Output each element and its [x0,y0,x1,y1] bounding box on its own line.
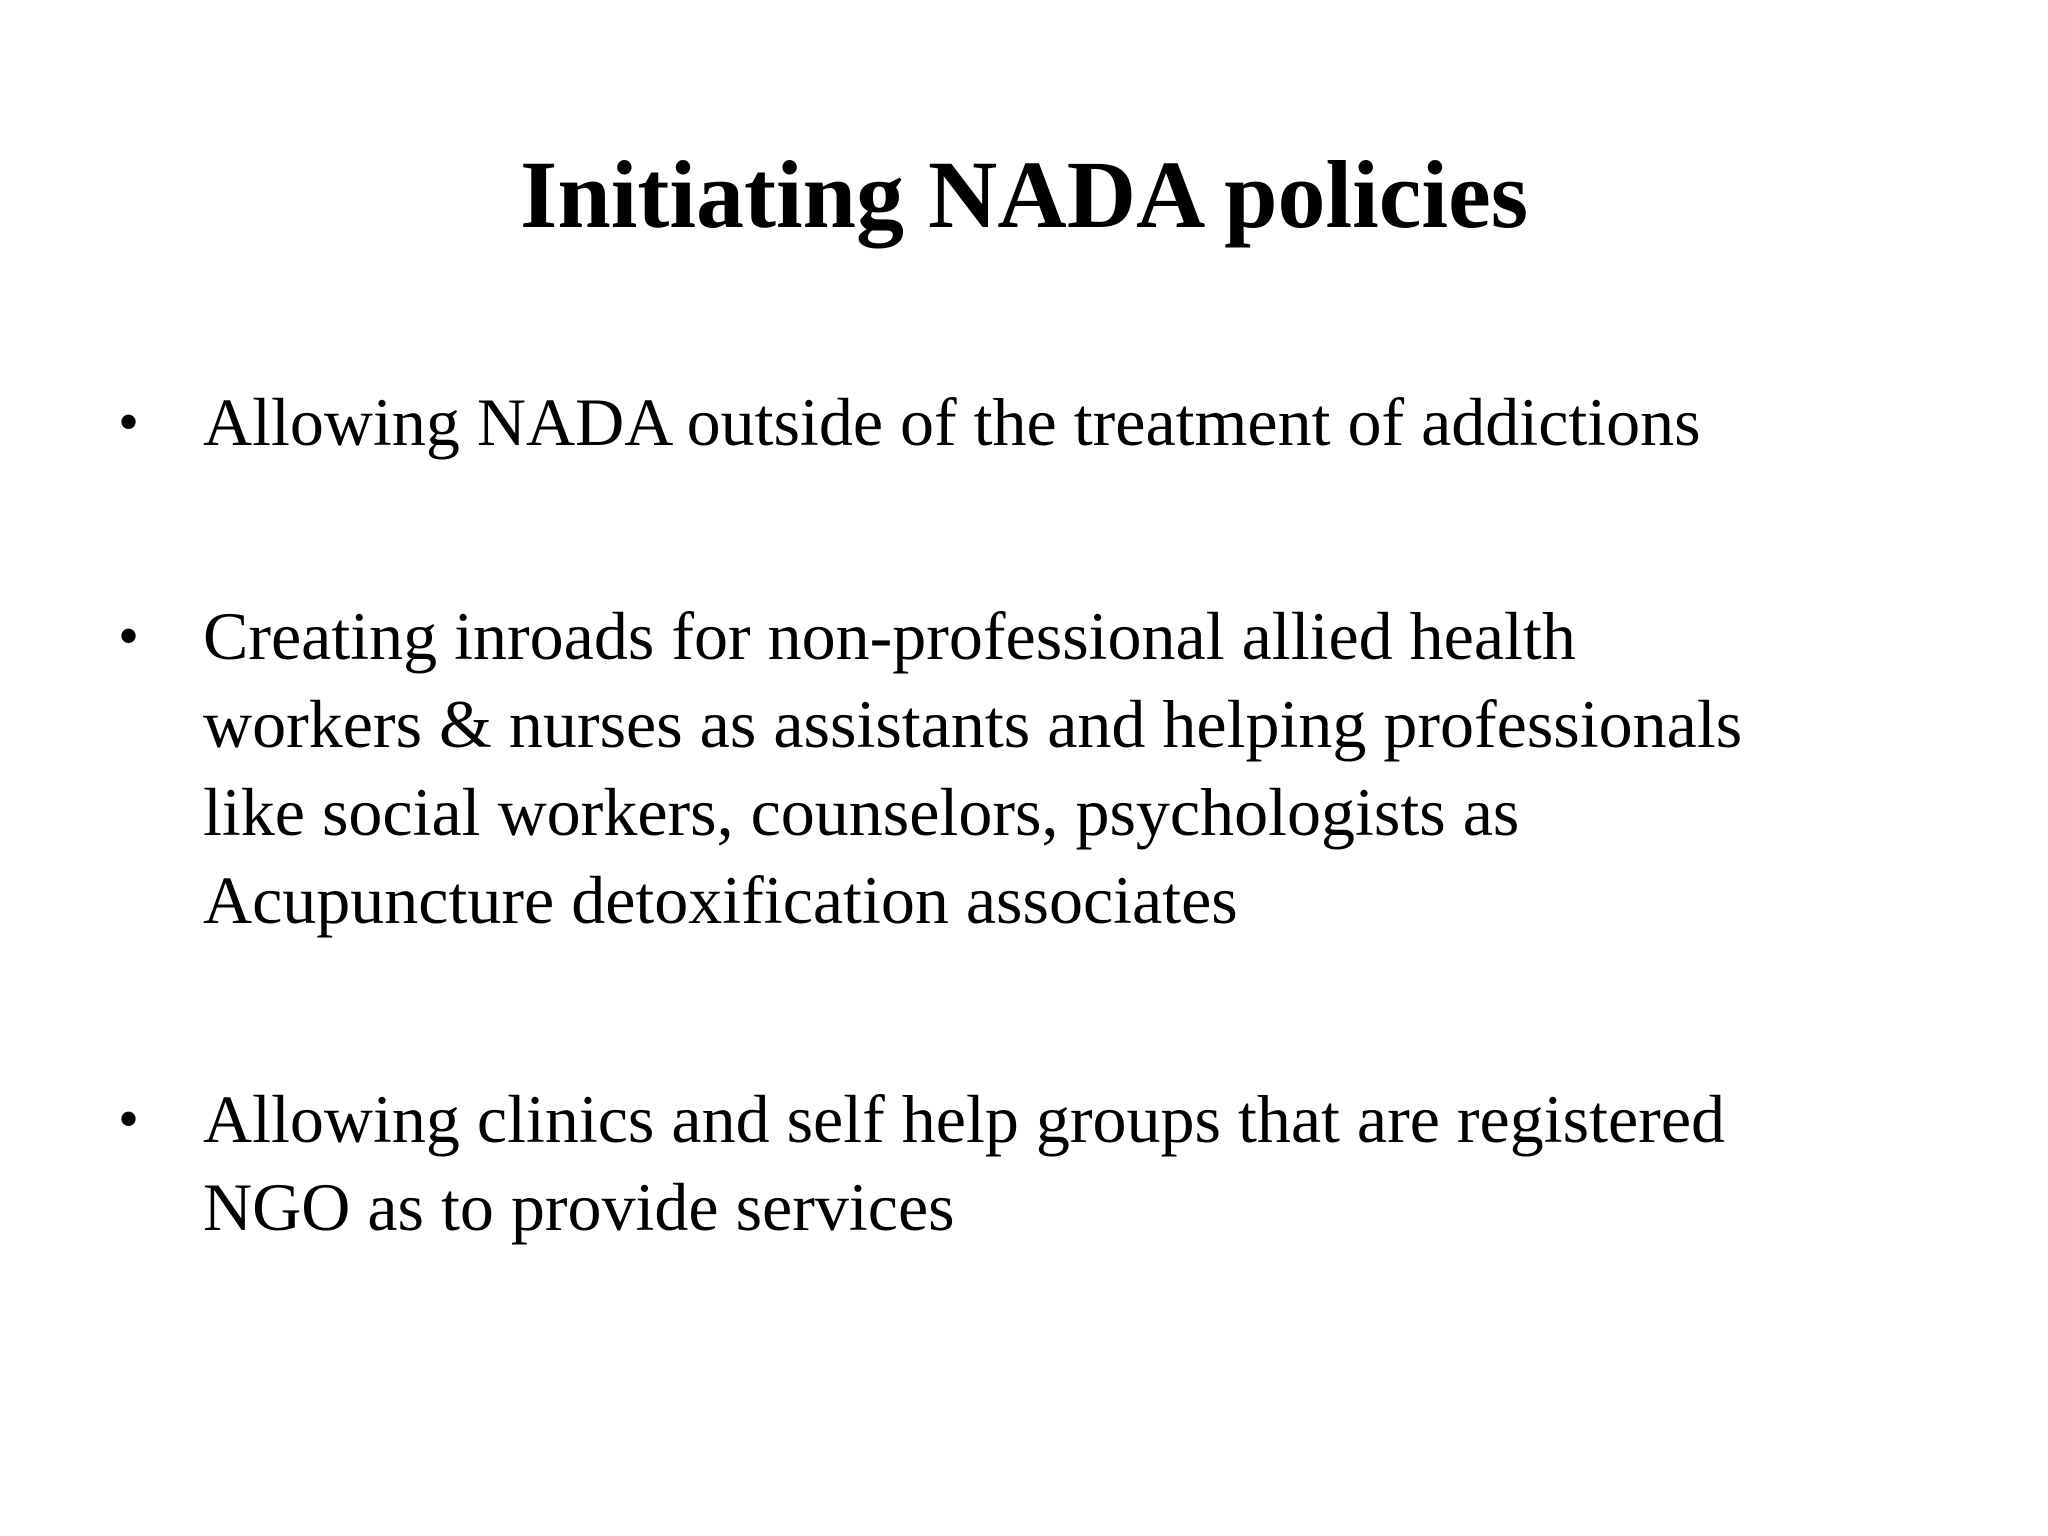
bullet-line: Acupuncture detoxification associates [203,862,1238,938]
bullet-text [203,378,2023,466]
bullet-icon: • [118,603,140,669]
bullet-text [203,592,2023,944]
slide-title: Initiating NADA policies [519,141,1529,248]
bullet-line: Creating inroads for non-professional allied health [203,598,1576,674]
bullet-line: Allowing clinics and self help groups that are registered [203,1081,1725,1157]
bullet-line: workers & nurses as assistants and helping professionals [203,686,1743,762]
bullet-icon: • [118,1086,140,1152]
bullet-text [203,1075,2023,1251]
bullet-line: NGO as to provide services [203,1169,955,1245]
bullet-icon: • [118,389,140,455]
bullet-line: like social workers, counselors, psychologists as [203,774,1520,850]
bullet-line: Allowing NADA outside of the treatment of addictions [203,384,1701,460]
